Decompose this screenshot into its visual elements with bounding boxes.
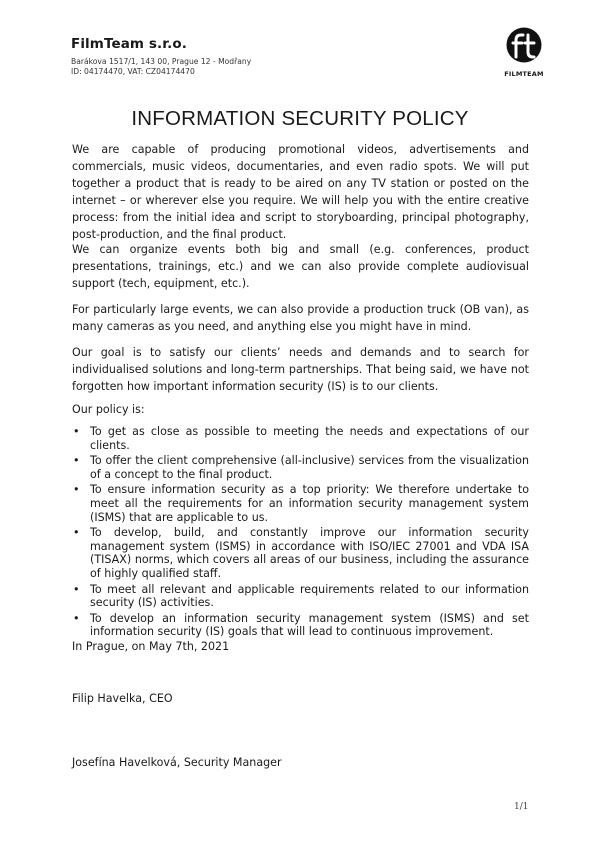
list-item — [72, 526, 529, 580]
list-item — [72, 454, 529, 481]
large-events-paragraph: For particularly large events, we can also provide a production truck (OB van), as many cameras as you need, and anything else you might have in mind. — [72, 303, 529, 333]
goal-paragraph: Our goal is to satisfy our clients’ needs and demands and to search for individualised solutions and long-term partnerships. That being said, we have not forgotten how important information security (IS) is to our clients. — [72, 346, 529, 393]
filmteam-logo — [501, 26, 547, 78]
company-name: FilmTeam s.r.o. — [71, 36, 187, 52]
logo-wordmark: FILMTEAM — [504, 70, 544, 78]
signatory-security-manager: Josefína Havelková, Security Manager — [72, 756, 282, 769]
bullet-icon: • — [73, 526, 80, 540]
place-date: In Prague, on May 7th, 2021 — [72, 640, 230, 653]
list-item-text: To offer the client comprehensive (all-inclusive) services from the visualization of a concept to the final product. — [90, 454, 529, 481]
list-item-text: To ensure information security as a top priority: We therefore undertake to meet all the requirements for an information security management system (ISMS) that are applicable to us. — [90, 483, 529, 524]
list-item — [72, 483, 529, 524]
list-item-text: To meet all relevant and applicable requirements related to our information security (IS) activities. — [90, 582, 529, 610]
policy-list — [72, 425, 529, 641]
bullet-icon: • — [73, 611, 80, 625]
list-item — [72, 425, 529, 452]
bullet-icon: • — [73, 582, 80, 596]
bullet-icon: • — [73, 483, 80, 497]
intro-paragraph: We are capable of producing promotional videos, advertisements and commercials, music videos, documentaries, and even radio spots. We will put together a product that is ready to be aired on any TV station or posted on the internet – or wherever else you require. We will help you with the entire creative process: from the initial idea and script to storyboarding, principal photography, post-production, and the final product. — [72, 143, 529, 241]
events-paragraph: We can organize events both big and small (e.g. conferences, product presentations, trainings, etc.) and we can also provide complete audiovisual support (tech, equipment, etc.). — [72, 243, 529, 290]
document-title: INFORMATION SECURITY POLICY — [131, 107, 469, 130]
address-line: Barákova 1517/1, 143 00, Prague 12 - Modřany — [71, 57, 252, 66]
company-address — [71, 57, 251, 77]
list-item — [72, 583, 529, 610]
list-item — [72, 612, 529, 639]
bullet-icon: • — [73, 425, 80, 438]
list-item-text: To develop, build, and constantly improve our information security management system (ISMS) in accordance with ISO/IEC 27001 and VDA ISA (TISAX) norms, which covers all areas of our business, including the assurance of highly qualified staff. — [90, 526, 529, 580]
list-item-text: To get as close as possible to meeting the needs and expectations of our clients. — [90, 425, 529, 452]
company-ids: ID: 04174470, VAT: CZ04174470 — [71, 67, 195, 76]
list-item-text: To develop an information security management system (ISMS) and set information security (IS) goals that will lead to continuous improvement. — [90, 611, 529, 639]
bullet-icon: • — [73, 454, 80, 468]
page-number: 1/1 — [514, 802, 529, 812]
signatory-ceo: Filip Havelka, CEO — [72, 692, 173, 705]
policy-intro: Our policy is: — [72, 403, 145, 416]
ft-logo-icon — [501, 26, 547, 66]
